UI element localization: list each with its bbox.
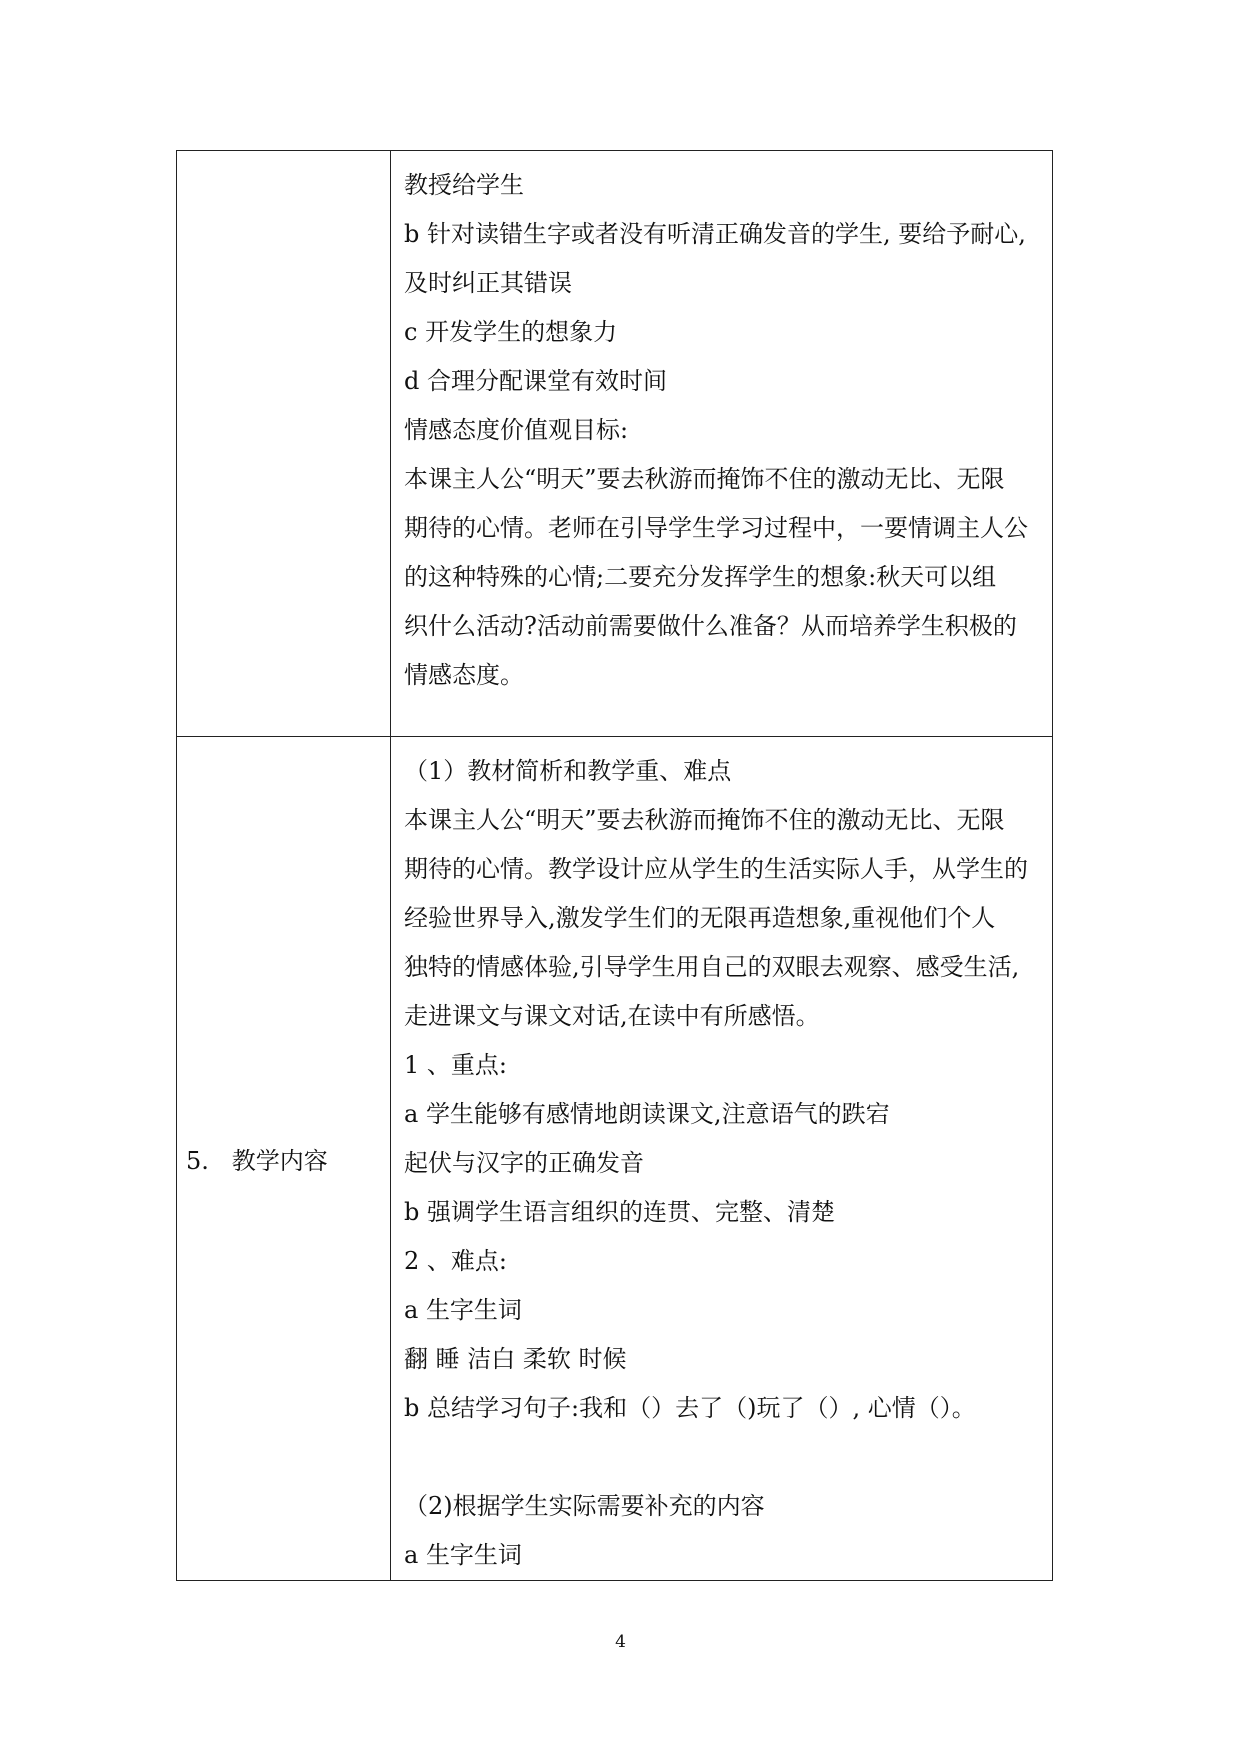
text-line: 独特的情感体验,引导学生用自己的双眼去观察、感受生活,	[404, 953, 1020, 981]
text-line: a 学生能够有感情地朗读课文,注意语气的跌宕	[404, 1100, 890, 1128]
text-line: 织什么活动?活动前需要做什么准备？从而培养学生积极的	[404, 612, 1017, 640]
text-line: 走进课文与课文对话,在读中有所感悟。	[404, 1002, 820, 1030]
text-line: 教授给学生	[404, 171, 524, 199]
text-line: 翻 睡 洁白 柔软 时候	[404, 1345, 627, 1373]
text-line: a 生字生词	[404, 1541, 522, 1569]
text-line: b 总结学习句子:我和（）去了（)玩了（）, 心情（）。	[404, 1394, 976, 1422]
section-label: 5. 教学内容	[186, 1147, 328, 1175]
text-line: a 生字生词	[404, 1296, 522, 1324]
row2-content-cell	[391, 737, 1053, 1581]
text-line: （1）教材简析和教学重、难点	[404, 757, 732, 785]
row1-content	[391, 151, 1052, 700]
text-line: 本课主人公“明天”要去秋游而掩饰不住的激动无比、无限	[404, 806, 1005, 834]
text-line: b 针对读错生字或者没有听清正确发音的学生, 要给予耐心,	[404, 220, 1026, 248]
text-line: 起伏与汉字的正确发音	[404, 1149, 644, 1177]
text-line: d 合理分配课堂有效时间	[404, 367, 667, 395]
table-row	[177, 151, 1053, 737]
text-line: 情感态度价值观目标:	[404, 416, 629, 444]
lesson-plan-table	[176, 150, 1053, 1581]
row2-content	[391, 737, 1052, 1580]
row1-content-cell	[391, 151, 1053, 737]
text-line: （2)根据学生实际需要补充的内容	[404, 1492, 765, 1520]
text-line: 经验世界导入,激发学生们的无限再造想象,重视他们个人	[404, 904, 996, 932]
text-line: b 强调学生语言组织的连贯、完整、清楚	[404, 1198, 835, 1226]
text-line: c 开发学生的想象力	[404, 318, 618, 346]
text-line: 的这种特殊的心情;二要充分发挥学生的想象:秋天可以组	[404, 563, 997, 591]
table-row	[177, 737, 1053, 1581]
text-line: 2 、难点:	[404, 1247, 507, 1275]
text-line: 1 、重点:	[404, 1051, 507, 1079]
text-line	[404, 1433, 1040, 1482]
text-line: 期待的心情。教学设计应从学生的生活实际人手，从学生的	[404, 855, 1028, 883]
text-line: 及时纠正其错误	[404, 269, 572, 297]
text-line: 情感态度。	[404, 661, 524, 689]
text-line: 本课主人公“明天”要去秋游而掩饰不住的激动无比、无限	[404, 465, 1005, 493]
page-number: 4	[615, 1632, 626, 1652]
row1-label-cell	[177, 151, 391, 737]
row2-label-cell	[177, 737, 391, 1581]
text-line: 期待的心情。老师在引导学生学习过程中，一要情调主人公	[404, 514, 1028, 542]
